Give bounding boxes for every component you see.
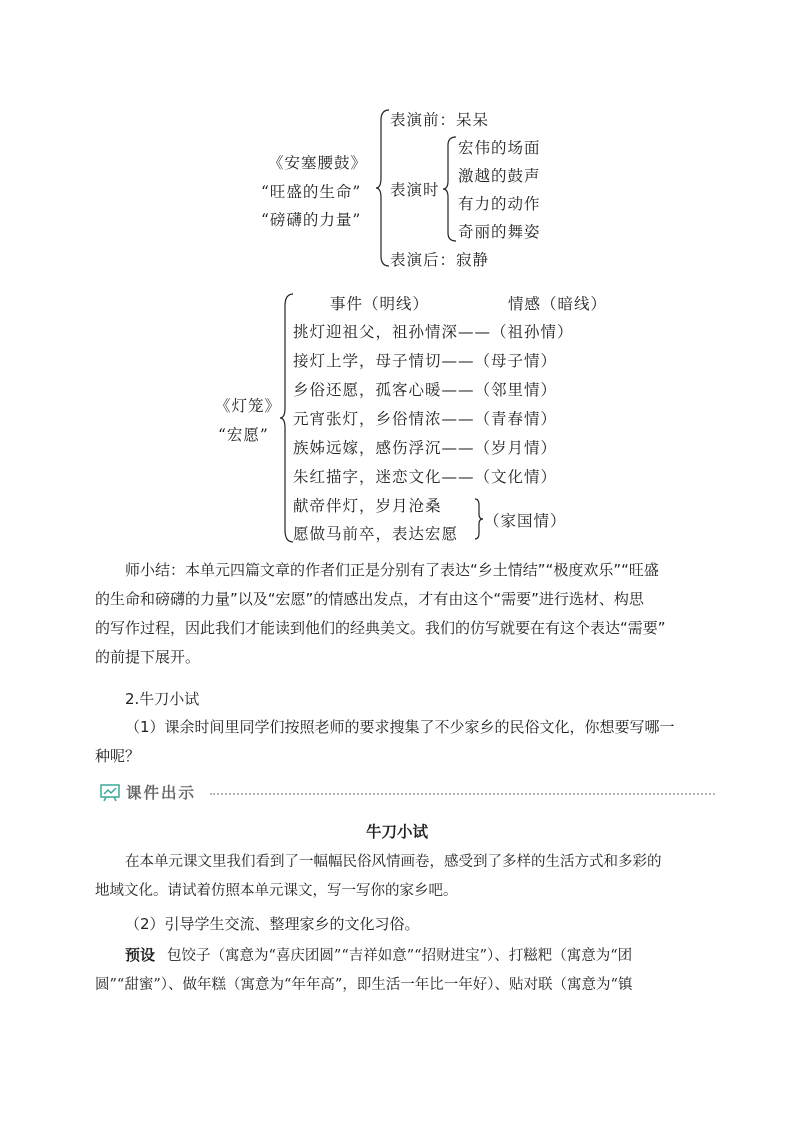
diagram2-theme: “宏愿” [218,426,269,444]
dash: —— [441,410,475,428]
question-2: （2）引导学生交流、整理家乡的文化习俗。 [125,915,420,933]
question-line: （1）课余时间里同学们按照老师的要求搜集了不少家乡的民俗文化，你想要写哪一 [125,718,675,736]
brace-left-3 [280,292,294,544]
preset-line: 圆”“甜蜜”）、做年糕（寓意为“年年高”，即生活一年比一年好）、贴对联（寓意为“镇 [95,977,633,993]
event-row [293,407,557,429]
dash: —— [441,468,475,486]
slide-line: 地域文化。请试着仿照本单元课文，写一写你的家乡吧。 [95,883,458,899]
event-text: 朱红描字，迷恋文化 [293,468,442,486]
slide-title: 牛刀小试 [365,823,428,841]
stage-before: 表演前：呆呆 [390,111,490,129]
dotted-divider [210,793,715,795]
emotion-text: （邻里情） [474,381,558,399]
diagram1-title: 《安塞腰鼓》 [268,154,368,172]
brace-left-1 [376,108,390,268]
dash: —— [458,323,492,341]
preset-paragraph [95,941,715,1000]
during-item: 奇丽的舞姿 [458,223,541,241]
courseware-banner [100,781,715,805]
emotion-text: （青春情） [474,410,558,428]
diagram1-theme-2: “磅礴的力量” [261,211,362,229]
question-line: 种呢？ [95,747,141,765]
preset-text: 包饺子（寓意为“喜庆团圆”“吉祥如意”“招财进宝”）、打糍粑（寓意为“团 [167,948,633,964]
presentation-board-icon [100,784,120,802]
event-text: 接灯上学，母子情切 [293,352,442,370]
header-event: 事件（明线） [330,295,430,313]
emotion-text: （家国情） [484,512,567,530]
summary-line: 的生命和磅礴的力量”以及“宏愿”的情感出发点，才有由这个“需要”进行选材、构思 [95,590,644,608]
event-text: 族姊远嫁，感伤浮沉 [293,439,442,457]
event-row [293,349,557,371]
preset-label: 预设 [125,946,156,964]
slide-paragraph [95,848,715,906]
preset-line [95,941,715,971]
courseware-label: 课件出示 [126,781,202,803]
event-row [293,320,574,342]
during-item: 宏伟的场面 [458,139,541,157]
event-text: 挑灯迎祖父，祖孙情深 [293,323,459,341]
dash: —— [441,352,475,370]
emotion-text: （文化情） [474,468,558,486]
event-row [293,465,557,487]
stage-during: 表演时 [390,181,440,199]
event-text: 元宵张灯，乡俗情浓 [293,410,442,428]
summary-line: 的写作过程，因此我们才能读到他们的经典美文。我们的仿写就要在有这个表达“需要” [95,619,666,637]
event-row [293,436,557,458]
header-emotion: 情感（暗线） [508,295,608,313]
brace-left-2 [443,135,457,243]
dash: —— [441,381,475,399]
section-heading: 2.牛刀小试 [125,690,200,708]
stage-after: 表演后：寂静 [390,251,490,269]
question-1 [95,713,715,771]
diagram1-theme-1: “旺盛的生命” [261,183,362,201]
event-text: 献帝伴灯，岁月沧桑 [293,497,442,515]
event-text: 愿做马前卒，表达宏愿 [293,525,459,543]
slide-line: 在本单元课文里我们看到了一幅幅民俗风情画卷，感受到了多样的生活方式和多彩的 [125,854,662,870]
summary-line: 的前提下展开。 [95,648,201,666]
dash: —— [441,439,475,457]
summary-line: 师小结：本单元四篇文章的作者们正是分别有了表达“乡土情结”“极度欢乐”“旺盛 [125,561,659,579]
during-item: 激越的鼓声 [458,167,541,185]
diagram2-title: 《灯笼》 [215,397,282,415]
emotion-text: （岁月情） [474,439,558,457]
brace-right [474,498,484,540]
event-text: 乡俗还愿，孤客心暖 [293,381,442,399]
emotion-text: （祖孙情） [491,323,574,341]
event-row [293,378,557,400]
summary-paragraph [95,556,715,672]
during-item: 有力的动作 [458,195,541,213]
emotion-text: （母子情） [474,352,558,370]
